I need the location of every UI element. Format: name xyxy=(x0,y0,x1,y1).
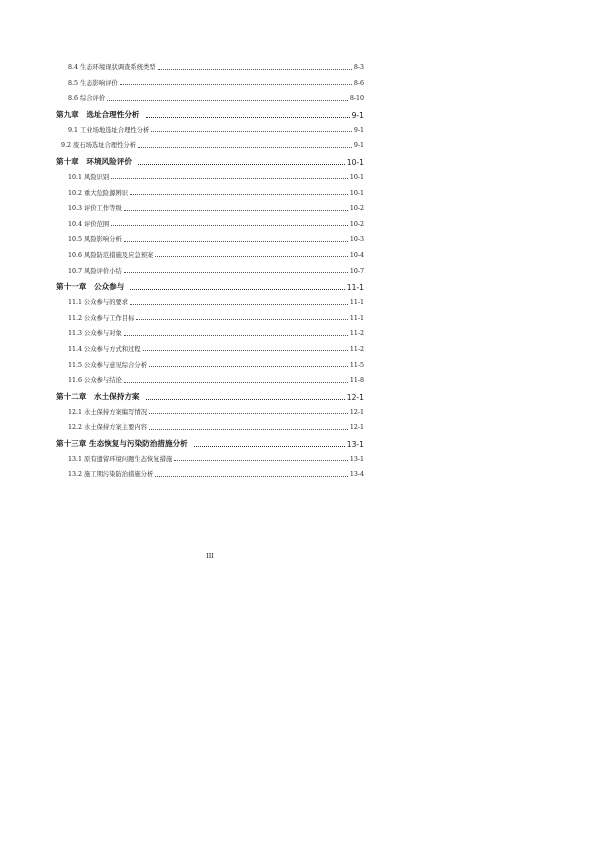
toc-dot-leader xyxy=(124,210,348,211)
toc-entry-label: 8.4 生态环境现状调查系统类型 xyxy=(68,64,156,71)
toc-entry-label: 9.2 废石场选址合理性分析 xyxy=(61,142,136,150)
toc-chapter-entry[interactable] xyxy=(56,282,364,292)
toc-section-entry[interactable] xyxy=(56,455,364,463)
toc-dot-leader xyxy=(194,446,345,447)
toc-dot-leader xyxy=(124,272,348,273)
toc-section-entry[interactable] xyxy=(56,79,364,87)
toc-entry-label: 10.4 评价范围 xyxy=(68,220,110,228)
toc-entry-label: 10.1 风险识别 xyxy=(68,173,110,181)
toc-entry-page: 10-7 xyxy=(349,267,364,275)
toc-entry-page: 11-2 xyxy=(349,345,364,353)
toc-entry-page: 12-1 xyxy=(349,408,364,416)
toc-entry-page: 11-2 xyxy=(349,330,364,338)
page-number: III xyxy=(206,552,214,560)
toc-entry-label: 第十三章 生态恢复与污染防治措施分析 xyxy=(56,438,188,448)
toc-dot-leader xyxy=(138,147,352,148)
toc-entry-page: 10-1 xyxy=(346,157,364,167)
toc-entry-page: 10-3 xyxy=(349,236,364,244)
toc-section-entry[interactable] xyxy=(56,94,364,102)
toc-entry-label: 10.3 评价工作等级 xyxy=(68,205,122,213)
toc-entry-label: 第十二章 水土保持方案 xyxy=(56,391,140,401)
toc-section-entry[interactable] xyxy=(56,345,364,353)
toc-entry-page: 13-1 xyxy=(346,439,364,449)
toc-section-entry[interactable] xyxy=(56,298,364,306)
toc-entry-label: 13.2 施工期污染防治措施分析 xyxy=(68,471,154,479)
toc-dot-leader xyxy=(124,335,348,336)
toc-entry-label: 13.1 原有遗留环境问题生态恢复措施 xyxy=(68,455,173,463)
toc-section-entry[interactable] xyxy=(56,314,364,322)
toc-section-entry[interactable] xyxy=(56,408,364,416)
toc-entry-page: 11-8 xyxy=(349,377,364,385)
toc-entry-label: 10.7 风险评价小结 xyxy=(68,267,122,275)
toc-dot-leader xyxy=(155,476,348,477)
toc-entry-label: 12.1 水土保持方案编写情况 xyxy=(68,408,147,416)
toc-dot-leader xyxy=(130,304,348,305)
toc-entry-page: 11-1 xyxy=(346,283,364,293)
toc-dot-leader xyxy=(120,84,352,85)
toc-chapter-entry[interactable] xyxy=(56,392,364,402)
toc-dot-leader xyxy=(158,69,352,70)
toc-dot-leader xyxy=(130,194,348,195)
toc-entry-page: 10-4 xyxy=(349,251,364,259)
toc-dot-leader xyxy=(174,460,348,461)
toc-dot-leader xyxy=(111,178,348,179)
toc-section-entry[interactable] xyxy=(56,361,364,369)
toc-entry-label: 11.4 公众参与方式和过程 xyxy=(68,345,141,353)
table-of-contents xyxy=(56,63,364,486)
toc-dot-leader xyxy=(143,350,348,351)
toc-dot-leader xyxy=(151,131,352,132)
toc-entry-page: 11-5 xyxy=(349,361,364,369)
toc-section-entry[interactable] xyxy=(56,220,364,228)
toc-dot-leader xyxy=(124,382,348,383)
toc-entry-page: 9-1 xyxy=(353,142,364,150)
toc-dot-leader xyxy=(146,399,345,400)
toc-entry-label: 11.6 公众参与结论 xyxy=(68,377,122,385)
toc-section-entry[interactable] xyxy=(56,204,364,212)
toc-section-entry[interactable] xyxy=(56,141,364,149)
toc-dot-leader xyxy=(149,366,348,367)
toc-entry-label: 11.1 公众参与的要求 xyxy=(68,299,129,307)
toc-dot-leader xyxy=(149,413,348,414)
toc-section-entry[interactable] xyxy=(56,126,364,134)
toc-dot-leader xyxy=(138,164,345,165)
toc-entry-page: 12-1 xyxy=(349,424,364,432)
toc-entry-label: 8.6 综合评价 xyxy=(68,95,106,103)
toc-entry-page: 11-1 xyxy=(349,314,364,322)
toc-dot-leader xyxy=(124,241,348,242)
toc-section-entry[interactable] xyxy=(56,235,364,243)
toc-entry-page: 13-4 xyxy=(349,471,364,479)
toc-dot-leader xyxy=(149,429,348,430)
toc-section-entry[interactable] xyxy=(56,329,364,337)
toc-section-entry[interactable] xyxy=(56,267,364,275)
toc-section-entry[interactable] xyxy=(56,423,364,431)
toc-entry-label: 9.1 工业场地选址合理性分析 xyxy=(68,126,150,134)
toc-entry-label: 第九章 选址合理性分析 xyxy=(56,109,140,119)
toc-entry-page: 9-1 xyxy=(351,110,364,120)
toc-entry-label: 8.5 生态影响评价 xyxy=(68,79,118,87)
toc-section-entry[interactable] xyxy=(56,376,364,384)
toc-entry-page: 8-6 xyxy=(353,79,364,87)
toc-entry-page: 10-1 xyxy=(349,173,364,181)
toc-entry-page: 12-1 xyxy=(346,392,364,402)
toc-section-entry[interactable] xyxy=(56,251,364,259)
toc-entry-page: 10-2 xyxy=(349,205,364,213)
toc-entry-label: 10.5 风险影响分析 xyxy=(68,236,122,244)
toc-entry-label: 第十章 环境风险评价 xyxy=(56,156,132,166)
toc-entry-page: 10-2 xyxy=(349,220,364,228)
toc-dot-leader xyxy=(136,319,347,320)
toc-dot-leader xyxy=(130,289,344,290)
toc-entry-label: 11.2 公众参与工作目标 xyxy=(68,314,135,322)
toc-entry-label: 12.2 水土保持方案主要内容 xyxy=(68,424,147,432)
toc-section-entry[interactable] xyxy=(56,189,364,197)
toc-entry-label: 11.5 公众参与意见综合分析 xyxy=(68,361,147,369)
toc-dot-leader xyxy=(111,225,348,226)
toc-section-entry[interactable] xyxy=(56,63,364,71)
toc-section-entry[interactable] xyxy=(56,173,364,181)
toc-entry-page: 10-1 xyxy=(349,189,364,197)
toc-entry-label: 10.2 重大危险源辨识 xyxy=(68,189,129,197)
toc-entry-page: 8-3 xyxy=(353,64,364,71)
toc-entry-page: 8-10 xyxy=(349,95,364,103)
toc-entry-label: 10.6 风险防范措施及应急预案 xyxy=(68,251,154,259)
toc-chapter-entry[interactable] xyxy=(56,157,364,167)
toc-dot-leader xyxy=(155,256,348,257)
toc-chapter-entry[interactable] xyxy=(56,110,364,120)
toc-chapter-entry[interactable] xyxy=(56,439,364,449)
toc-entry-page: 11-1 xyxy=(349,299,364,307)
toc-entry-page: 13-1 xyxy=(349,455,364,463)
toc-dot-leader xyxy=(146,117,350,118)
toc-section-entry[interactable] xyxy=(56,470,364,478)
toc-entry-label: 11.3 公众参与对象 xyxy=(68,330,122,338)
toc-entry-page: 9-1 xyxy=(353,126,364,134)
toc-entry-label: 第十一章 公众参与 xyxy=(56,282,125,292)
toc-dot-leader xyxy=(107,100,348,101)
